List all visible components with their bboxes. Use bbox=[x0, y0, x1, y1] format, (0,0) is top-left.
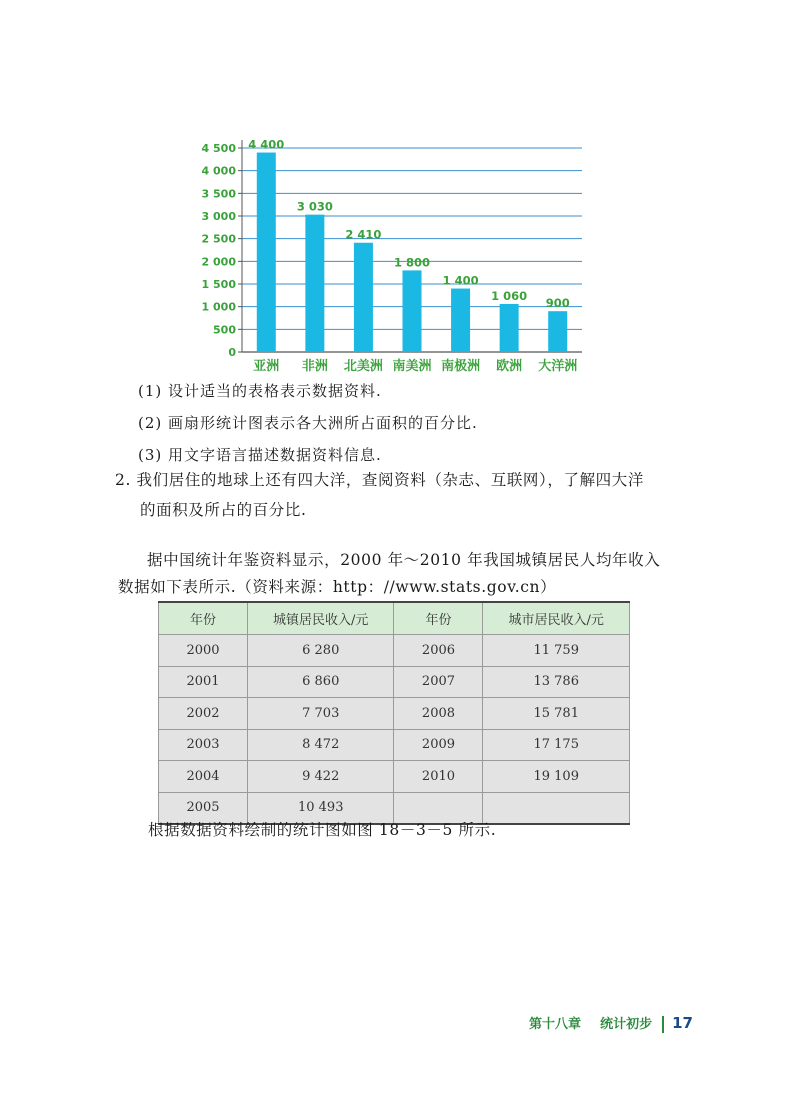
table-header-row bbox=[159, 602, 630, 635]
table-cell: 2009 bbox=[394, 729, 483, 761]
table-cell: 2000 bbox=[159, 635, 248, 667]
y-tick-label: 4 000 bbox=[201, 164, 236, 178]
intro-line-1: 据中国统计年鉴资料显示，2000 年～2010 年我国城镇居民人均年收入 bbox=[147, 551, 661, 569]
table-row bbox=[159, 698, 630, 730]
bar-value-label: 4 400 bbox=[248, 137, 285, 152]
table-cell: 8 472 bbox=[247, 729, 394, 761]
bar bbox=[403, 270, 422, 352]
table-cell: 9 422 bbox=[247, 761, 394, 793]
y-tick-label: 500 bbox=[213, 323, 236, 337]
x-category-label: 大洋洲 bbox=[538, 359, 578, 374]
bar-value-label: 1 060 bbox=[491, 288, 528, 303]
table-cell: 2007 bbox=[394, 666, 483, 698]
bar bbox=[548, 311, 567, 352]
y-tick-label: 2 000 bbox=[201, 255, 236, 269]
y-tick-label: 0 bbox=[228, 346, 236, 359]
y-tick-label: 4 500 bbox=[201, 142, 236, 155]
table-row bbox=[159, 666, 630, 698]
bar-value-label: 1 400 bbox=[442, 273, 479, 288]
bar bbox=[451, 289, 470, 352]
section-label: 统计初步 bbox=[600, 1017, 653, 1032]
income-table bbox=[158, 601, 630, 825]
question-2: (2) 画扇形统计图表示各大洲所占面积的百分比. bbox=[138, 414, 478, 432]
table-cell bbox=[483, 792, 630, 824]
table-cell: 2003 bbox=[159, 729, 248, 761]
table-row bbox=[159, 635, 630, 667]
bar-value-label: 900 bbox=[545, 296, 570, 311]
y-tick-label: 1 500 bbox=[201, 278, 236, 291]
page-number: 17 bbox=[672, 1014, 693, 1032]
bar bbox=[305, 215, 324, 352]
y-tick-label: 3 500 bbox=[201, 187, 236, 201]
table-cell: 2001 bbox=[159, 666, 248, 698]
table-cell: 11 759 bbox=[483, 635, 630, 667]
footer-divider bbox=[662, 1016, 664, 1033]
header-year: 年份 bbox=[159, 602, 248, 635]
table-cell: 6 860 bbox=[247, 666, 394, 698]
x-category-label: 亚洲 bbox=[253, 359, 280, 374]
chapter-label: 第十八章 bbox=[529, 1017, 582, 1032]
y-tick-label: 3 000 bbox=[201, 210, 236, 223]
page-footer bbox=[529, 1013, 693, 1033]
x-category-label: 欧洲 bbox=[496, 359, 523, 374]
bar bbox=[500, 304, 519, 352]
table-cell: 2004 bbox=[159, 761, 248, 793]
x-category-label: 南美洲 bbox=[392, 359, 432, 374]
bar-value-label: 1 800 bbox=[393, 255, 431, 270]
header-year-2: 年份 bbox=[394, 602, 483, 635]
table-cell: 19 109 bbox=[483, 761, 630, 793]
problem-2-line-1: 2. 我们居住的地球上还有四大洋，查阅资料（杂志、互联网），了解四大洋 bbox=[115, 471, 644, 489]
table-cell: 2008 bbox=[394, 698, 483, 730]
question-3: (3) 用文字语言描述数据资料信息. bbox=[138, 446, 382, 464]
intro-line-2: 数据如下表所示.（资料来源：http：//www.stats.gov.cn） bbox=[118, 578, 557, 596]
table-row bbox=[159, 729, 630, 761]
bar bbox=[257, 153, 276, 352]
bar bbox=[354, 243, 373, 352]
x-category-label: 非洲 bbox=[301, 359, 328, 374]
bar-value-label: 3 030 bbox=[296, 199, 333, 214]
table-cell: 13 786 bbox=[483, 666, 630, 698]
table-cell: 2010 bbox=[394, 761, 483, 793]
table-cell: 17 175 bbox=[483, 729, 630, 761]
table-cell: 15 781 bbox=[483, 698, 630, 730]
bar-value-label: 2 410 bbox=[345, 227, 382, 242]
question-1: (1) 设计适当的表格表示数据资料. bbox=[138, 382, 382, 400]
y-tick-label: 2 500 bbox=[201, 232, 236, 246]
header-city-income: 城市居民收入/元 bbox=[483, 602, 630, 635]
header-urban-income: 城镇居民收入/元 bbox=[247, 602, 394, 635]
table-row bbox=[159, 761, 630, 793]
problem-2-line-2: 的面积及所占的百分比. bbox=[140, 501, 307, 519]
x-category-label: 南极洲 bbox=[441, 359, 481, 374]
bar-chart bbox=[190, 128, 590, 378]
x-category-label: 北美洲 bbox=[343, 359, 383, 374]
y-tick-label: 1 000 bbox=[201, 300, 236, 314]
table-cell: 2005 bbox=[159, 792, 248, 824]
closing-text: 根据数据资料绘制的统计图如图 18－3－5 所示. bbox=[148, 821, 497, 839]
table-cell: 2002 bbox=[159, 698, 248, 730]
table-cell: 6 280 bbox=[247, 635, 394, 667]
table-cell: 2006 bbox=[394, 635, 483, 667]
table-cell: 10 493 bbox=[247, 792, 394, 824]
table-cell: 7 703 bbox=[247, 698, 394, 730]
